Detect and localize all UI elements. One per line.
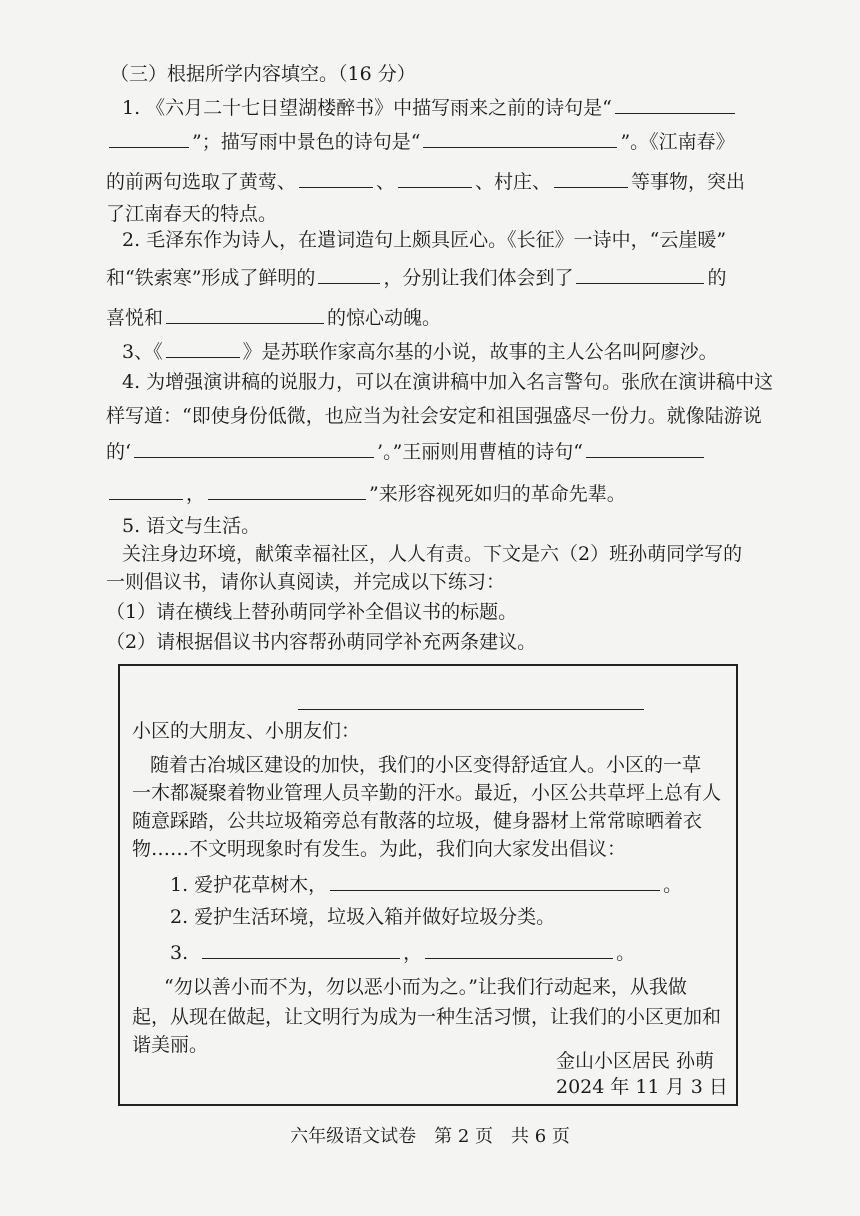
letter-item-3-end: 。: [616, 942, 636, 964]
q4-line-3: [106, 440, 707, 464]
q4-blank-1[interactable]: [134, 456, 374, 458]
q4-blank-3[interactable]: [208, 498, 366, 500]
q5-line-1: 5. 语文与生活。: [122, 515, 261, 537]
q5-line-4: （1）请在横线上替孙萌同学补全倡议书的标题。: [106, 601, 518, 623]
q3-line-1: [122, 340, 718, 364]
letter-item-3-blank-2[interactable]: [425, 957, 613, 959]
letter-para1-line4: 物……不文明现象时有发生。为此，我们向大家发出倡议：: [132, 838, 627, 860]
q4-line-2: 样写道：“即使身份低微，也应当为社会安定和祖国强盛尽一份力。就像陆游说: [106, 405, 762, 427]
letter-item-1-text: 1. 爱护花草树木，: [170, 874, 328, 896]
q2-blank-3[interactable]: [166, 322, 324, 324]
letter-para2-line2: 起，从现在做起，让文明行为成为一种生活习惯，让我们的小区更加和: [132, 1006, 722, 1028]
q3-text-1a: 3、《: [122, 341, 163, 363]
letter-item-1: [170, 872, 682, 898]
letter-greeting: 小区的大朋友、小朋友们：: [132, 720, 361, 742]
q2-line-2: [106, 266, 726, 290]
q2-text-3a: 喜悦和: [106, 307, 164, 329]
q2-text-2b: ，分别让我们体会到了: [383, 267, 574, 289]
q5-line-3: 一则倡议书，请你认真阅读，并完成以下练习：: [106, 571, 506, 593]
letter-para2-line3: 谐美丽。: [132, 1034, 209, 1056]
q1-text-2b: ”。《江南春》: [620, 131, 735, 153]
q1-blank-1-cont[interactable]: [109, 146, 189, 148]
letter-date: 2024 年 11 月 3 日: [556, 1076, 728, 1098]
letter-item-3-comma: ，: [403, 942, 423, 964]
q1-text-3a: 的前两句选取了黄莺、: [106, 171, 297, 193]
q1-blank-3[interactable]: [299, 186, 373, 188]
letter-para1-line1: 随着古冶城区建设的加快，我们的小区变得舒适宜人。小区的一草: [150, 754, 702, 776]
letter-item-1-blank[interactable]: [330, 889, 660, 891]
q1-text-3c: 、村庄、: [475, 171, 552, 193]
letter-item-3-num: 3.: [170, 942, 189, 964]
q1-blank-5[interactable]: [554, 186, 628, 188]
section-heading: （三）根据所学内容填空。（16 分）: [110, 63, 416, 85]
q5-line-2: 关注身边环境，献策幸福社区，人人有责。下文是六（2）班孙萌同学写的: [122, 543, 743, 565]
q1-line-1: [122, 96, 738, 120]
letter-para2-line1: “勿以善小而不为，勿以恶小而为之。”让我们行动起来，从我做: [164, 976, 687, 998]
q1-blank-2[interactable]: [423, 146, 617, 148]
q4-text-3b: ’。”王丽则用曹植的诗句“: [377, 441, 584, 463]
q1-text-3b: 、: [376, 171, 396, 193]
q4-blank-2[interactable]: [586, 456, 704, 458]
letter-para1-line3: 随意踩踏，公共垃圾箱旁总有散落的垃圾，健身器材上常常晾晒着衣: [132, 810, 703, 832]
letter-item-3: [170, 940, 635, 966]
q4-line-1: 4. 为增强演讲稿的说服力，可以在演讲稿中加入名言警句。张欣在演讲稿中这: [122, 371, 774, 393]
q4-text-4a: ，: [186, 483, 206, 505]
q1-line-4: 了江南春天的特点。: [106, 203, 278, 225]
q4-blank-2-cont[interactable]: [109, 498, 183, 500]
letter-title-blank[interactable]: [298, 708, 644, 710]
q2-blank-2[interactable]: [576, 282, 704, 284]
q4-line-4: [106, 482, 626, 506]
q2-blank-1[interactable]: [318, 282, 380, 284]
q4-text-4b: ”来形容视死如归的革命先辈。: [369, 483, 626, 505]
q1-blank-1[interactable]: [615, 112, 735, 114]
proposal-letter-box: [118, 664, 738, 1106]
letter-item-1-end: 。: [663, 874, 683, 896]
q1-text-3d: 等事物，突出: [631, 171, 746, 193]
letter-para1-line2: 一木都凝聚着物业管理人员辛勤的汗水。最近，小区公共草坪上总有人: [132, 782, 722, 804]
letter-item-3-blank-1[interactable]: [202, 957, 400, 959]
letter-item-2: 2. 爱护生活环境，垃圾入箱并做好垃圾分类。: [170, 906, 556, 928]
q1-text-1: 1. 《六月二十七日望湖楼醉书》中描写雨来之前的诗句是“: [122, 97, 612, 119]
q2-text-2c: 的: [707, 267, 727, 289]
q1-text-2a: ”；描写雨中景色的诗句是“: [192, 131, 421, 153]
q2-text-2a: 和“铁索寒”形成了鲜明的: [106, 267, 316, 289]
q4-text-3a: 的‘: [106, 441, 132, 463]
q1-line-2: [106, 130, 735, 154]
q3-text-1b: 》是苏联作家高尔基的小说，故事的主人公名叫阿廖沙。: [242, 341, 718, 363]
letter-signature: 金山小区居民 孙萌: [556, 1050, 715, 1072]
q2-line-3: [106, 306, 441, 330]
q2-line-1: 2. 毛泽东作为诗人，在遣词造句上颇具匠心。《长征》一诗中，“云崖暖”: [122, 229, 727, 251]
q5-line-5: （2）请根据倡议书内容帮孙萌同学补充两条建议。: [106, 631, 537, 653]
page-footer: 六年级语文试卷 第 2 页 共 6 页: [290, 1126, 570, 1147]
q1-blank-4[interactable]: [398, 186, 472, 188]
q1-line-3: [106, 170, 745, 194]
q3-blank-1[interactable]: [166, 356, 240, 358]
q2-text-3b: 的惊心动魄。: [327, 307, 442, 329]
